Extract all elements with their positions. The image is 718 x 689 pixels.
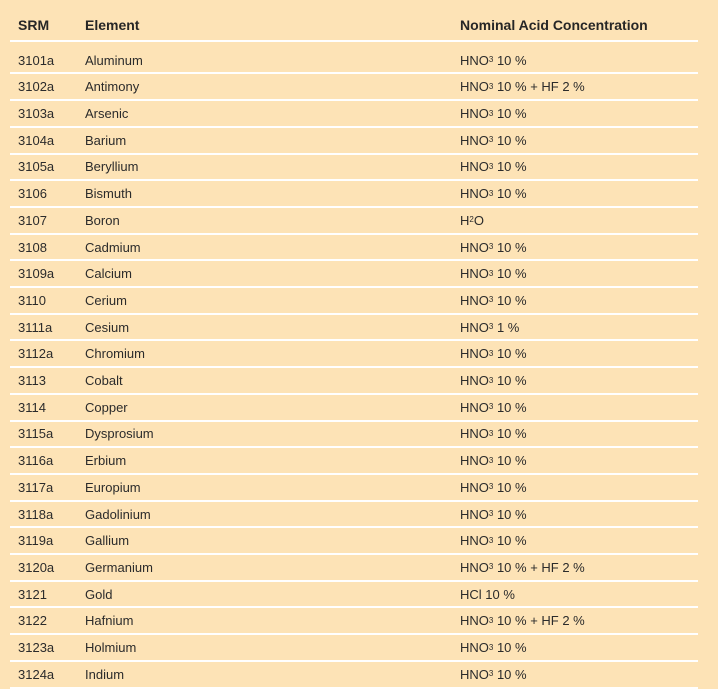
acid-formula: HNO bbox=[460, 319, 489, 335]
header-element: Element bbox=[85, 16, 140, 33]
element-cell: Gadolinium bbox=[85, 506, 151, 522]
acid-concentration-value: 10 % + HF 2 % bbox=[493, 559, 585, 575]
srm-cell: 3109a bbox=[18, 266, 55, 282]
acid-formula: HNO bbox=[460, 453, 489, 469]
element-cell: Copper bbox=[85, 399, 128, 415]
acid-concentration-cell: HNO 3 10 % bbox=[460, 426, 527, 442]
acid-concentration-cell: H 2 O bbox=[460, 212, 484, 228]
acid-formula: HNO bbox=[460, 52, 489, 68]
acid-concentration-cell: HNO 3 10 % bbox=[460, 453, 527, 469]
header-srm: SRM bbox=[18, 16, 50, 33]
acid-concentration-value: 10 % bbox=[493, 132, 527, 148]
table-row bbox=[10, 528, 698, 555]
table-row bbox=[10, 422, 698, 449]
element-cell: Boron bbox=[85, 212, 120, 228]
acid-concentration-cell bbox=[460, 582, 515, 607]
acid-formula: HNO bbox=[460, 79, 489, 95]
table-row bbox=[10, 75, 698, 102]
srm-cell: 3118a bbox=[18, 506, 54, 522]
table-row bbox=[10, 395, 698, 422]
acid-concentration-cell: HNO 3 10 % bbox=[460, 239, 527, 255]
element-cell: Aluminum bbox=[85, 52, 143, 68]
acid-concentration-cell: HNO 3 10 % bbox=[460, 399, 527, 415]
element-cell: Bismuth bbox=[85, 186, 132, 202]
element-cell: Antimony bbox=[85, 79, 140, 95]
srm-cell: 3113 bbox=[18, 373, 46, 389]
table-header bbox=[10, 9, 698, 42]
acid-concentration-cell: HNO 3 10 % bbox=[460, 159, 527, 175]
table-row bbox=[10, 502, 698, 529]
acid-concentration-cell: HNO 3 10 % + HF 2 % bbox=[460, 613, 585, 629]
element-cell: Dysprosium bbox=[85, 426, 154, 442]
acid-concentration-value: 10 % bbox=[493, 479, 527, 495]
srm-cell: 3108 bbox=[18, 239, 47, 255]
srm-cell: 3111a bbox=[18, 319, 53, 335]
acid-formula: HNO bbox=[460, 399, 489, 415]
table-row bbox=[10, 315, 698, 342]
acid-formula: HNO bbox=[460, 506, 489, 522]
element-cell: Barium bbox=[85, 132, 127, 148]
element-cell: Hafnium bbox=[85, 613, 134, 629]
acid-concentration-value: 10 % bbox=[493, 640, 527, 656]
acid-formula: HNO bbox=[460, 533, 489, 549]
header-acid-concentration: Nominal Acid Concentration bbox=[460, 16, 648, 33]
srm-cell: 3115a bbox=[18, 426, 54, 442]
acid-concentration-cell: HNO 3 10 % bbox=[460, 666, 527, 682]
element-cell: Indium bbox=[85, 666, 125, 682]
acid-concentration-value: 10 % bbox=[493, 399, 527, 415]
acid-formula: HNO bbox=[460, 613, 489, 629]
table-row bbox=[10, 128, 698, 155]
table-row bbox=[10, 155, 698, 182]
srm-cell: 3120a bbox=[18, 559, 55, 575]
srm-cell: 3123a bbox=[18, 640, 55, 656]
srm-cell: 3121 bbox=[18, 586, 47, 602]
table-row bbox=[10, 208, 698, 235]
table-row bbox=[10, 662, 698, 689]
srm-cell: 3106 bbox=[18, 186, 47, 202]
acid-concentration-value: 10 % bbox=[493, 666, 527, 682]
acid-concentration-value: O bbox=[473, 212, 484, 228]
element-cell: Erbium bbox=[85, 453, 127, 469]
acid-concentration-cell: HNO 3 10 % bbox=[460, 106, 527, 122]
table-row bbox=[10, 48, 698, 75]
table-row bbox=[10, 181, 698, 208]
acid-concentration-value: 10 % bbox=[493, 159, 527, 175]
acid-concentration-value: 10 % + HF 2 % bbox=[493, 79, 585, 95]
acid-concentration-value: 10 % bbox=[493, 52, 527, 68]
acid-formula: HNO bbox=[460, 346, 489, 362]
srm-cell: 3107 bbox=[18, 212, 47, 228]
acid-concentration-value: 10 % bbox=[493, 239, 527, 255]
srm-cell: 3105a bbox=[18, 159, 55, 175]
table-row bbox=[10, 368, 698, 395]
acid-concentration-value: 10 % bbox=[493, 186, 527, 202]
table-row bbox=[10, 582, 698, 609]
table-row bbox=[10, 235, 698, 262]
table-row bbox=[10, 475, 698, 502]
acid-concentration-cell: HNO 3 10 % bbox=[460, 373, 527, 389]
acid-concentration-value: 10 % + HF 2 % bbox=[493, 613, 585, 629]
table-row bbox=[10, 288, 698, 315]
srm-cell: 3117a bbox=[18, 479, 54, 495]
acid-formula: HNO bbox=[460, 479, 489, 495]
element-cell: Arsenic bbox=[85, 106, 129, 122]
srm-cell: 3102a bbox=[18, 79, 55, 95]
table-row bbox=[10, 609, 698, 636]
acid-concentration-cell: HNO 3 10 % bbox=[460, 186, 527, 202]
table-row bbox=[10, 635, 698, 662]
srm-cell: 3110 bbox=[18, 292, 46, 308]
acid-concentration-cell: HNO 3 10 % bbox=[460, 266, 527, 282]
element-cell: Germanium bbox=[85, 559, 153, 575]
element-cell: Cobalt bbox=[85, 373, 123, 389]
acid-formula: HNO bbox=[460, 186, 489, 202]
acid-formula: HNO bbox=[460, 132, 489, 148]
element-cell: Gallium bbox=[85, 533, 130, 549]
acid-formula: HNO bbox=[460, 106, 489, 122]
acid-concentration-cell: HNO 3 10 % + HF 2 % bbox=[460, 79, 585, 95]
srm-cell: 3122 bbox=[18, 613, 47, 629]
element-cell: Cadmium bbox=[85, 239, 141, 255]
acid-formula: HNO bbox=[460, 559, 489, 575]
acid-concentration-cell: HNO 3 10 % bbox=[460, 533, 527, 549]
acid-concentration-value: 10 % bbox=[493, 426, 527, 442]
acid-formula: HNO bbox=[460, 426, 489, 442]
table-row bbox=[10, 101, 698, 128]
element-cell: Europium bbox=[85, 479, 141, 495]
srm-cell: 3104a bbox=[18, 132, 55, 148]
acid-formula: HNO bbox=[460, 159, 489, 175]
acid-concentration-cell: HNO 3 10 % bbox=[460, 479, 527, 495]
acid-formula: HNO bbox=[460, 292, 489, 308]
table-row bbox=[10, 261, 698, 288]
acid-concentration-value: 10 % bbox=[493, 106, 527, 122]
acid-concentration-cell: HNO 3 10 % bbox=[460, 292, 527, 308]
acid-concentration-cell: HNO 3 10 % bbox=[460, 132, 527, 148]
acid-formula: HNO bbox=[460, 239, 489, 255]
element-cell: Beryllium bbox=[85, 159, 139, 175]
srm-cell: 3112a bbox=[18, 346, 54, 362]
element-cell: Calcium bbox=[85, 266, 132, 282]
srm-cell: 3124a bbox=[18, 666, 55, 682]
acid-formula: H bbox=[460, 212, 470, 228]
srm-cell: 3103a bbox=[18, 106, 55, 122]
acid-formula: HNO bbox=[460, 666, 489, 682]
acid-concentration-value: 1 % bbox=[493, 319, 520, 335]
element-cell: Cesium bbox=[85, 319, 130, 335]
element-cell: Holmium bbox=[85, 640, 137, 656]
srm-cell: 3101a bbox=[18, 52, 55, 68]
table-row bbox=[10, 555, 698, 582]
acid-concentration-cell: HNO 3 10 % bbox=[460, 346, 527, 362]
acid-concentration-value: 10 % bbox=[493, 506, 527, 522]
acid-concentration-cell: HNO 3 10 % bbox=[460, 506, 527, 522]
acid-concentration-value: 10 % bbox=[493, 373, 527, 389]
table-row bbox=[10, 342, 698, 369]
acid-concentration-cell: HNO 3 1 % bbox=[460, 319, 520, 335]
element-cell: Gold bbox=[85, 586, 113, 602]
srm-cell: 3119a bbox=[18, 533, 54, 549]
table-row bbox=[10, 448, 698, 475]
acid-concentration-value: 10 % bbox=[493, 292, 527, 308]
acid-concentration-value: 10 % bbox=[493, 453, 527, 469]
acid-formula: HCl 10 % bbox=[460, 586, 515, 602]
acid-concentration-cell: HNO 3 10 % bbox=[460, 52, 527, 68]
element-cell: Chromium bbox=[85, 346, 145, 362]
element-cell: Cerium bbox=[85, 292, 127, 308]
acid-concentration-cell: HNO 3 10 % + HF 2 % bbox=[460, 559, 585, 575]
acid-concentration-value: 10 % bbox=[493, 533, 527, 549]
srm-cell: 3114 bbox=[18, 399, 46, 415]
acid-formula: HNO bbox=[460, 266, 489, 282]
acid-formula: HNO bbox=[460, 640, 489, 656]
acid-concentration-value: 10 % bbox=[493, 266, 527, 282]
acid-concentration-value: 10 % bbox=[493, 346, 527, 362]
acid-concentration-cell: HNO 3 10 % bbox=[460, 640, 527, 656]
srm-cell: 3116a bbox=[18, 453, 54, 469]
acid-formula: HNO bbox=[460, 373, 489, 389]
